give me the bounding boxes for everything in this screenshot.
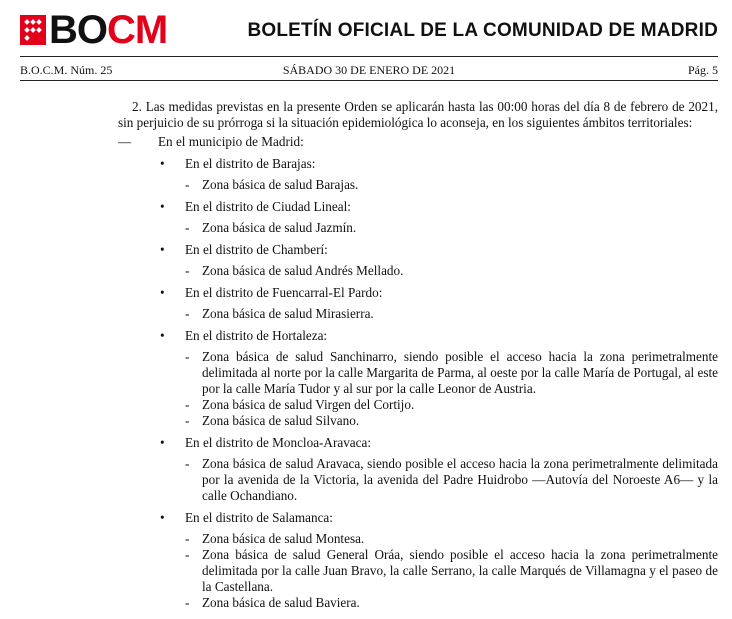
- issue-number: B.O.C.M. Núm. 25: [20, 63, 113, 77]
- district-label: En el distrito de Hortaleza:: [185, 328, 328, 343]
- issue-date: SÁBADO 30 DE ENERO DE 2021: [282, 63, 456, 77]
- health-zone-text: Zona básica de salud Barajas.: [202, 177, 359, 192]
- health-zone-text: Zona básica de salud Baviera.: [202, 595, 360, 610]
- bullet-mark: •: [160, 156, 165, 171]
- hyphen-mark: -: [185, 413, 190, 428]
- document-header: [0, 0, 732, 60]
- hyphen-mark: -: [185, 531, 190, 546]
- health-zone-item: [118, 306, 718, 322]
- hyphen-mark: -: [185, 547, 190, 562]
- health-zone-item: [118, 177, 718, 193]
- health-zone-item: [118, 547, 718, 595]
- bulletin-title: BOLETÍN OFICIAL DE LA COMUNIDAD DE MADRID: [247, 20, 718, 41]
- district-label: En el distrito de Chamberí:: [185, 242, 328, 257]
- health-zone-text: Zona básica de salud General Oráa, siendo posible el acceso hacia la zona perimetralmente delimitada por la calle Juan Bravo, la calle Serrano, la calle Marqués de Villamagna y el paseo de la Castellana.: [202, 547, 718, 594]
- hyphen-mark: -: [185, 177, 190, 192]
- hyphen-mark: -: [185, 306, 190, 321]
- hyphen-mark: -: [185, 263, 190, 278]
- header-divider: [20, 56, 718, 57]
- health-zone-text: Zona básica de salud Aravaca, siendo posible el acceso hacia la zona perimetralmente delimitada por la avenida de la Victoria, la avenida del Padre Huidrobo —Autovía del Noroeste A6— y la calle Ochandiano.: [202, 456, 718, 503]
- district-label: En el distrito de Moncloa-Aravaca:: [185, 435, 372, 450]
- district-label: En el distrito de Barajas:: [185, 156, 316, 171]
- health-zone-text: Zona básica de salud Silvano.: [202, 413, 360, 428]
- municipality-item: [118, 134, 718, 150]
- district-item: [118, 156, 718, 172]
- hyphen-mark: -: [185, 220, 190, 235]
- health-zone-text: Zona básica de salud Jazmín.: [202, 220, 357, 235]
- page-number: Pág. 5: [688, 63, 718, 77]
- bullet-mark: •: [160, 199, 165, 214]
- health-zone-text: Zona básica de salud Montesa.: [202, 531, 365, 546]
- health-zone-item: [118, 456, 718, 504]
- district-item: [118, 242, 718, 258]
- health-zone-item: [118, 263, 718, 279]
- meta-divider: [20, 80, 718, 81]
- bullet-mark: •: [160, 242, 165, 257]
- hyphen-mark: -: [185, 456, 190, 471]
- district-item: [118, 285, 718, 301]
- logo-text: BOCM: [49, 8, 168, 52]
- hyphen-mark: -: [185, 397, 190, 412]
- dash-mark: —: [118, 134, 132, 149]
- health-zone-item: [118, 413, 718, 429]
- bocm-logo: [20, 8, 168, 52]
- paragraph-2: 2. Las medidas previstas en la presente Orden se aplicarán hasta las 00:00 horas del día 8 de febrero de 2021, sin perjuicio de su prórroga si la situación epidemiológica lo aconseja, en los siguientes ámbitos territoriales:: [118, 99, 718, 130]
- district-label: En el distrito de Salamanca:: [185, 510, 333, 525]
- bullet-mark: •: [160, 435, 165, 450]
- district-item: [118, 199, 718, 215]
- district-item: [118, 435, 718, 451]
- health-zone-item: [118, 349, 718, 397]
- bullet-mark: •: [160, 285, 165, 300]
- health-zone-item: [118, 595, 718, 611]
- health-zone-item: [118, 220, 718, 236]
- hyphen-mark: -: [185, 595, 190, 610]
- document-body: [118, 99, 718, 611]
- district-item: [118, 510, 718, 526]
- issue-meta-bar: [20, 63, 718, 77]
- health-zone-item: [118, 531, 718, 547]
- bullet-mark: •: [160, 328, 165, 343]
- health-zone-text: Zona básica de salud Virgen del Cortijo.: [202, 397, 415, 412]
- district-label: En el distrito de Fuencarral-El Pardo:: [185, 285, 383, 300]
- district-item: [118, 328, 718, 344]
- hyphen-mark: -: [185, 349, 190, 364]
- municipality-label: En el municipio de Madrid:: [158, 134, 304, 149]
- health-zone-text: Zona básica de salud Andrés Mellado.: [202, 263, 404, 278]
- district-list: [118, 156, 718, 611]
- bullet-mark: •: [160, 510, 165, 525]
- health-zone-text: Zona básica de salud Sanchinarro, siendo posible el acceso hacia la zona perimetralmente delimitada al norte por la calle Margarita de Parma, al oeste por la calle María de Portugal, al este por la calle María Tudor y al sur por la calle Leonor de Austria.: [202, 349, 718, 396]
- district-label: En el distrito de Ciudad Lineal:: [185, 199, 351, 214]
- madrid-stars-icon: [20, 15, 46, 45]
- health-zone-text: Zona básica de salud Mirasierra.: [202, 306, 374, 321]
- health-zone-item: [118, 397, 718, 413]
